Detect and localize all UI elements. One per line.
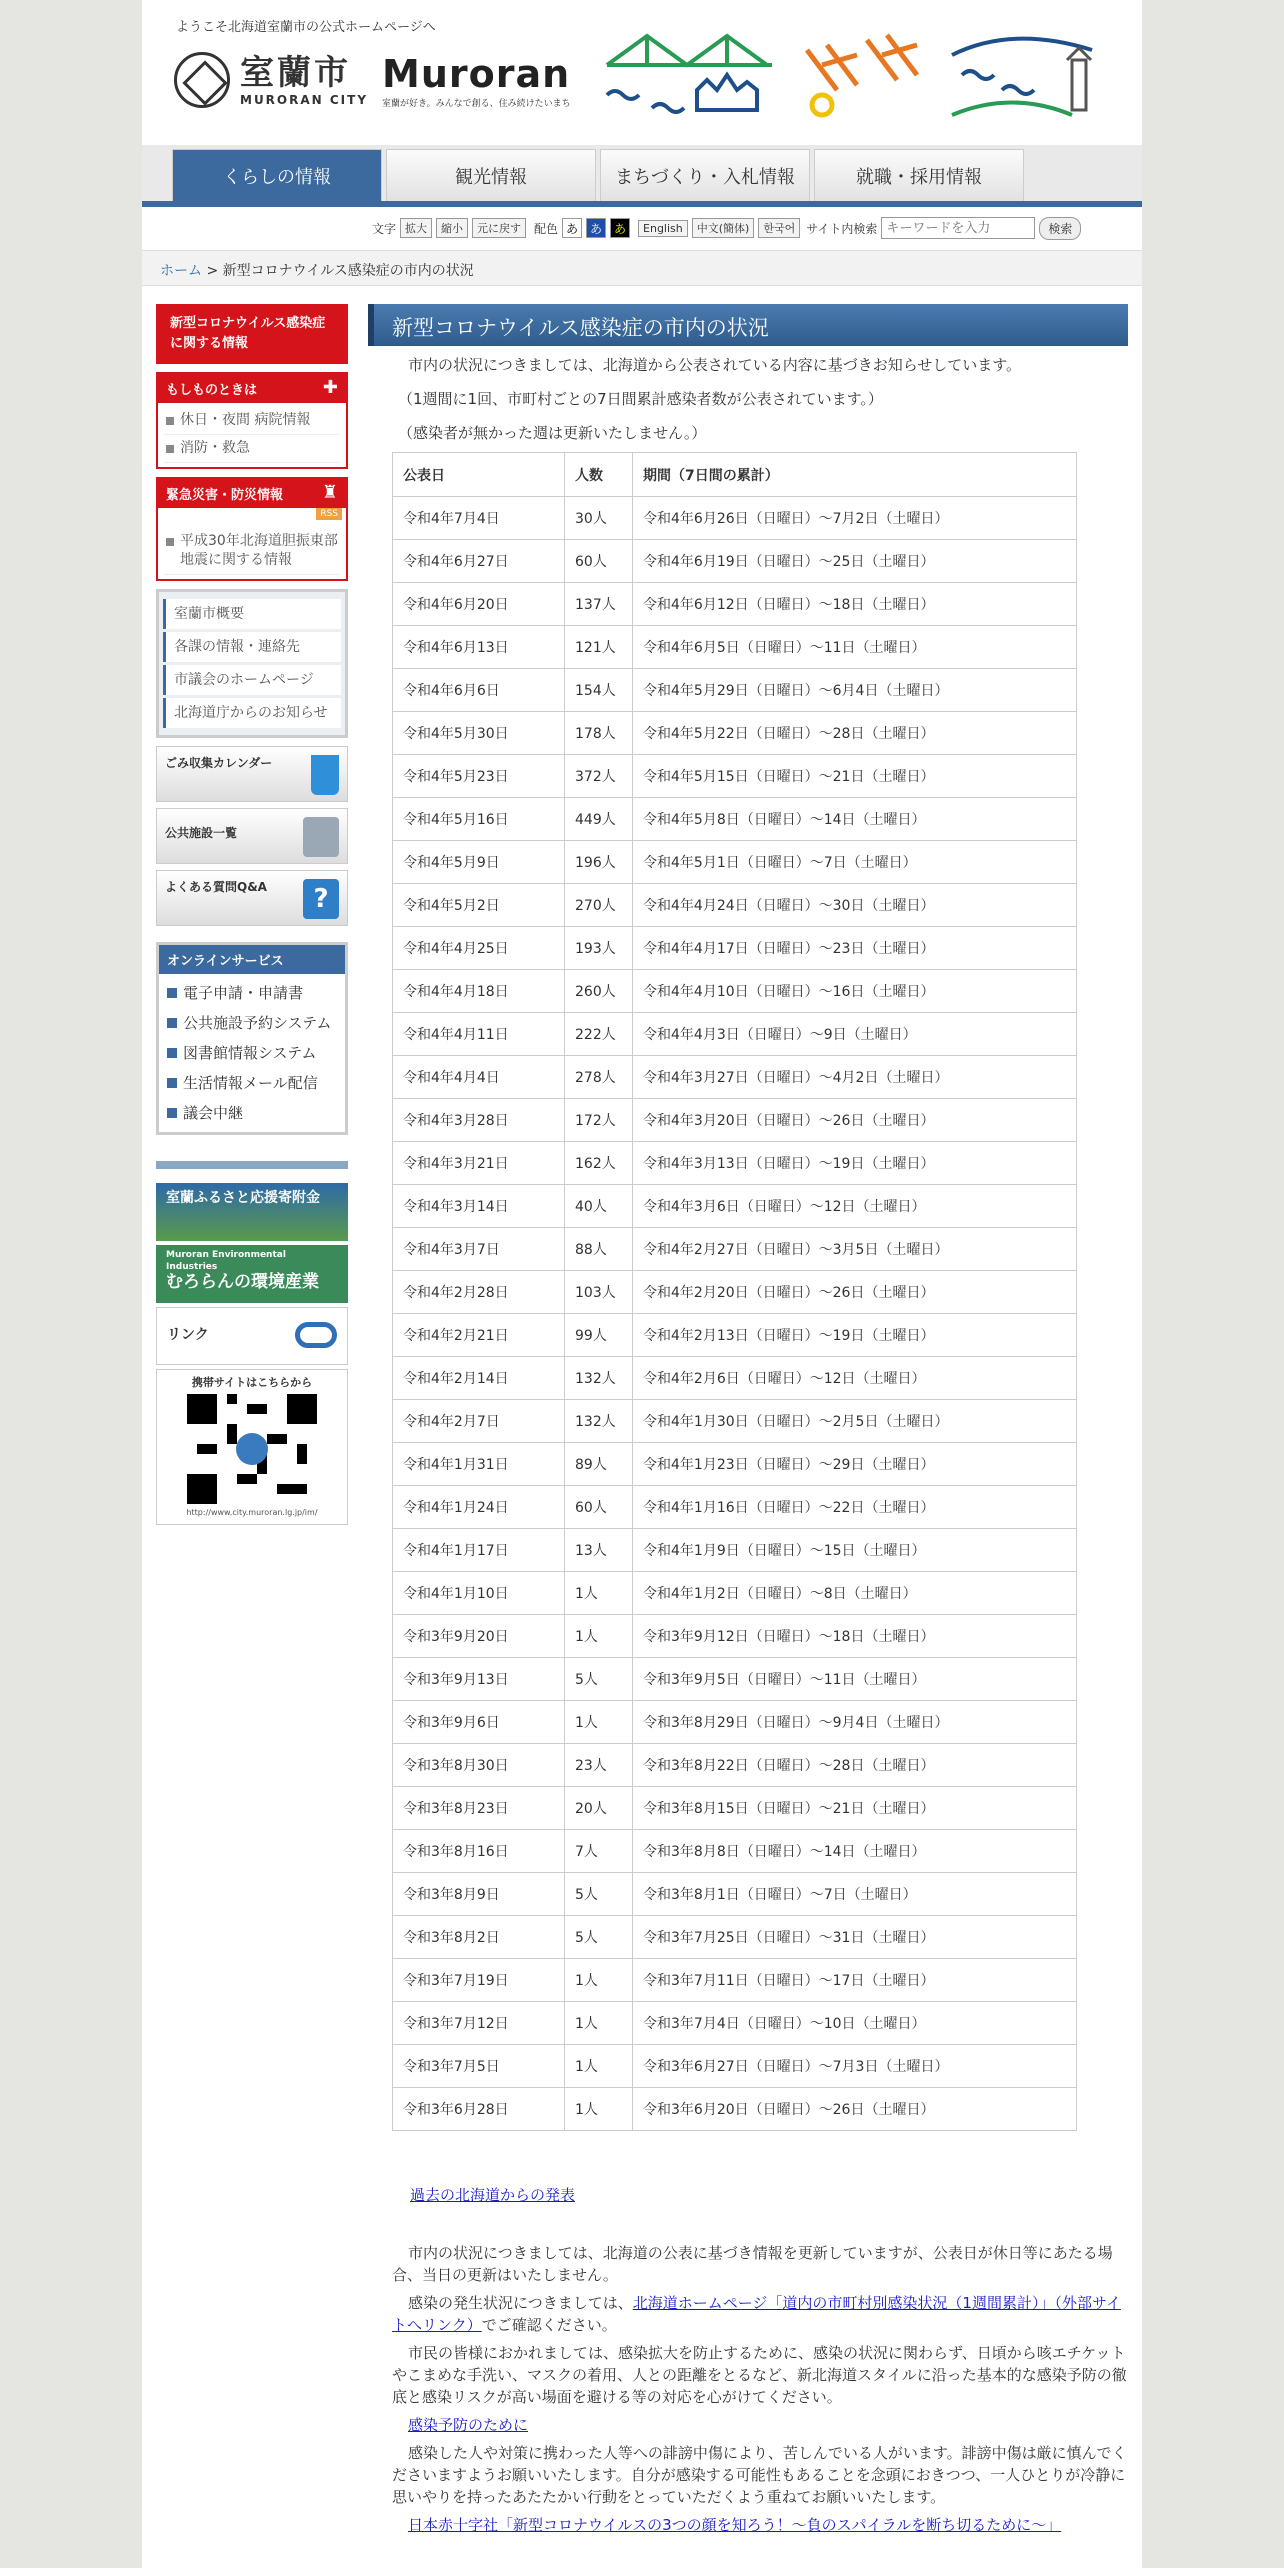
- table-header-row: [393, 453, 1077, 497]
- chinese-button[interactable]: 中文(簡体): [692, 218, 755, 238]
- cell-count: 40人: [565, 1185, 633, 1228]
- table-row: [393, 1400, 1077, 1443]
- text-size-label: 文字: [372, 221, 397, 236]
- column-header-count: 人数: [565, 453, 633, 497]
- table-row: [393, 2088, 1077, 2131]
- note-slander: 感染した人や対策に携わった人等への誹謗中傷により、苦しんでいる人がいます。誹謗中傷は厳に慎んでくださいますようお願いいたします。自分が感染する可能性もあることを念頭におきつつ、一人ひとりが冷静に思いやりを持ったあたたかい行動をとっていただくよう重ねてお願いいたします。: [392, 2444, 1127, 2506]
- table-row: [393, 1916, 1077, 1959]
- cell-period: 令和4年4月10日（日曜日）～16日（土曜日）: [633, 970, 1077, 1013]
- cell-count: 121人: [565, 626, 633, 669]
- cell-period: 令和3年6月27日（日曜日）～7月3日（土曜日）: [633, 2045, 1077, 2088]
- cell-count: 270人: [565, 884, 633, 927]
- table-row: [393, 1314, 1077, 1357]
- cell-date: 令和3年7月12日: [393, 2002, 565, 2045]
- online-services: [156, 942, 348, 1135]
- prevention-link[interactable]: 感染予防のために: [408, 2416, 529, 2434]
- sidebar-item-city-council[interactable]: 市議会のホームページ: [163, 665, 341, 695]
- faq-label: よくある質問Q&A: [165, 880, 267, 894]
- table-row: [393, 712, 1077, 755]
- online-item-mail[interactable]: 生活情報メール配信: [163, 1068, 341, 1098]
- cell-period: 令和4年1月30日（日曜日）～2月5日（土曜日）: [633, 1400, 1077, 1443]
- cell-date: 令和3年9月6日: [393, 1701, 565, 1744]
- cell-date: 令和4年5月23日: [393, 755, 565, 798]
- rss-button[interactable]: RSS: [316, 508, 342, 520]
- cell-count: 260人: [565, 970, 633, 1013]
- cell-period: 令和4年4月17日（日曜日）～23日（土曜日）: [633, 927, 1077, 970]
- table-row: [393, 1615, 1077, 1658]
- garbage-calendar-button[interactable]: [156, 746, 348, 802]
- cell-count: 5人: [565, 1873, 633, 1916]
- sidebar-item-departments[interactable]: 各課の情報・連絡先: [163, 632, 341, 662]
- cell-count: 88人: [565, 1228, 633, 1271]
- english-button[interactable]: English: [638, 220, 688, 237]
- cell-count: 162人: [565, 1142, 633, 1185]
- tab-employment[interactable]: 就職・採用情報: [814, 149, 1024, 201]
- cell-count: 5人: [565, 1658, 633, 1701]
- environment-banner-sub: Muroran Environmental Industries: [166, 1250, 286, 1272]
- column-header-date: 公表日: [393, 453, 565, 497]
- note-update-policy: 市内の状況につきましては、北海道の公表に基づき情報を更新していますが、公表日が休日等にあたる場合、当日の更新はいたしません。: [392, 2244, 1113, 2284]
- cell-date: 令和3年8月2日: [393, 1916, 565, 1959]
- table-row: [393, 583, 1077, 626]
- faq-button[interactable]: [156, 870, 348, 926]
- disaster-panel: [156, 477, 348, 581]
- cell-period: 令和3年6月20日（日曜日）～26日（土曜日）: [633, 2088, 1077, 2131]
- cell-date: 令和4年1月24日: [393, 1486, 565, 1529]
- table-row: [393, 841, 1077, 884]
- siren-icon: ♜: [321, 482, 338, 503]
- cell-period: 令和4年1月2日（日曜日）～8日（土曜日）: [633, 1572, 1077, 1615]
- table-row: [393, 1099, 1077, 1142]
- table-row: [393, 1185, 1077, 1228]
- cell-date: 令和3年8月23日: [393, 1787, 565, 1830]
- city-logo[interactable]: [174, 52, 368, 108]
- emergency-title: もしものときは: [166, 383, 258, 398]
- sidebar-item-fire-ambulance[interactable]: 消防・救急: [164, 435, 340, 463]
- cell-period: 令和4年6月12日（日曜日）～18日（土曜日）: [633, 583, 1077, 626]
- search-button[interactable]: 検索: [1039, 217, 1081, 240]
- cell-period: 令和4年3月20日（日曜日）～26日（土曜日）: [633, 1099, 1077, 1142]
- color-white-button[interactable]: あ: [562, 218, 582, 238]
- main-content: [368, 304, 1128, 2131]
- breadcrumb-separator: >: [202, 263, 223, 279]
- table-row: [393, 1142, 1077, 1185]
- cell-date: 令和4年3月21日: [393, 1142, 565, 1185]
- cell-period: 令和4年1月23日（日曜日）～29日（土曜日）: [633, 1443, 1077, 1486]
- cell-period: 令和4年2月6日（日曜日）～12日（土曜日）: [633, 1357, 1077, 1400]
- table-row: [393, 540, 1077, 583]
- environment-industry-banner[interactable]: [156, 1245, 348, 1303]
- table-row: [393, 1357, 1077, 1400]
- column-header-period: 期間（7日間の累計）: [633, 453, 1077, 497]
- lower-content: [392, 2184, 1128, 2536]
- sidebar-item-earthquake[interactable]: 平成30年北海道胆振東部地震に関する情報: [164, 528, 340, 575]
- hokkaido-status-link[interactable]: 北海道ホームページ「道内の市町村別感染状況（1週間累計）」（外部サイトへリンク）: [392, 2294, 1121, 2334]
- table-row: [393, 1959, 1077, 2002]
- environment-banner-title: むろらんの環境産業: [166, 1272, 319, 1292]
- breadcrumb: [142, 250, 1142, 286]
- table-row: [393, 1443, 1077, 1486]
- cell-count: 99人: [565, 1314, 633, 1357]
- cell-period: 令和3年8月8日（日曜日）～14日（土曜日）: [633, 1830, 1077, 1873]
- table-row: [393, 755, 1077, 798]
- cell-period: 令和4年3月6日（日曜日）～12日（土曜日）: [633, 1185, 1077, 1228]
- emergency-panel: [156, 372, 348, 469]
- table-row: [393, 1744, 1077, 1787]
- cell-date: 令和3年6月28日: [393, 2088, 565, 2131]
- covid-info-button[interactable]: 新型コロナウイルス感染症に関する情報: [156, 304, 348, 364]
- cell-count: 196人: [565, 841, 633, 884]
- mobile-site-label: 携帯サイトはこちらから: [191, 1376, 313, 1389]
- cell-count: 137人: [565, 583, 633, 626]
- site-search-label: サイト内検索: [806, 221, 878, 236]
- cell-count: 30人: [565, 497, 633, 540]
- brand-logo: [382, 52, 571, 109]
- cell-count: 60人: [565, 540, 633, 583]
- cell-count: 154人: [565, 669, 633, 712]
- cell-count: 23人: [565, 1744, 633, 1787]
- cell-count: 1人: [565, 1701, 633, 1744]
- table-row: [393, 798, 1077, 841]
- table-row: [393, 626, 1077, 669]
- tab-tourism[interactable]: 観光情報: [386, 149, 596, 201]
- cell-period: 令和3年9月5日（日曜日）～11日（土曜日）: [633, 1658, 1077, 1701]
- table-row: [393, 1873, 1077, 1916]
- cell-date: 令和4年6月20日: [393, 583, 565, 626]
- mobile-site-panel: [156, 1369, 348, 1525]
- table-row: [393, 1830, 1077, 1873]
- cell-period: 令和3年7月25日（日曜日）～31日（土曜日）: [633, 1916, 1077, 1959]
- public-facilities-label: 公共施設一覧: [165, 826, 238, 840]
- table-row: [393, 2045, 1077, 2088]
- cell-date: 令和3年9月13日: [393, 1658, 565, 1701]
- sidebar-item-hokkaido-notice[interactable]: 北海道庁からのお知らせ: [163, 698, 341, 728]
- table-row: [393, 2002, 1077, 2045]
- cell-count: 222人: [565, 1013, 633, 1056]
- color-label: 配色: [534, 221, 559, 236]
- cell-date: 令和4年4月18日: [393, 970, 565, 1013]
- cell-count: 5人: [565, 1916, 633, 1959]
- medical-cross-icon: ✚: [322, 377, 338, 398]
- cell-count: 372人: [565, 755, 633, 798]
- cell-date: 令和4年3月14日: [393, 1185, 565, 1228]
- table-row: [393, 1787, 1077, 1830]
- table-row: [393, 1529, 1077, 1572]
- online-services-title: オンラインサービス: [159, 945, 345, 974]
- cell-period: 令和4年5月15日（日曜日）～21日（土曜日）: [633, 755, 1077, 798]
- table-row: [393, 1013, 1077, 1056]
- cell-period: 令和4年4月24日（日曜日）～30日（土曜日）: [633, 884, 1077, 927]
- breadcrumb-current: 新型コロナウイルス感染症の市内の状況: [222, 263, 474, 279]
- cell-count: 13人: [565, 1529, 633, 1572]
- table-row: [393, 1658, 1077, 1701]
- reset-size-button[interactable]: 元に戻す: [472, 218, 526, 238]
- table-row: [393, 1701, 1077, 1744]
- links-banner-label: リンク: [167, 1327, 209, 1343]
- cell-count: 1人: [565, 1959, 633, 2002]
- cell-date: 令和4年5月2日: [393, 884, 565, 927]
- cell-period: 令和4年5月29日（日曜日）～6月4日（土曜日）: [633, 669, 1077, 712]
- links-banner[interactable]: [156, 1307, 348, 1365]
- cell-period: 令和3年8月15日（日曜日）～21日（土曜日）: [633, 1787, 1077, 1830]
- table-body: [393, 497, 1077, 2131]
- tab-living-info[interactable]: くらしの情報: [172, 149, 382, 201]
- table-row: [393, 1228, 1077, 1271]
- cell-date: 令和4年2月21日: [393, 1314, 565, 1357]
- cell-date: 令和4年3月28日: [393, 1099, 565, 1142]
- cell-date: 令和4年1月10日: [393, 1572, 565, 1615]
- cell-count: 1人: [565, 1615, 633, 1658]
- online-item-council-broadcast[interactable]: 議会中継: [163, 1098, 341, 1128]
- cell-count: 89人: [565, 1443, 633, 1486]
- intro-text-2: （1週間に1回、市町村ごとの7日間累計感染者数が公表されています。）: [398, 390, 883, 408]
- cell-period: 令和4年4月3日（日曜日）～9日（土曜日）: [633, 1013, 1077, 1056]
- header-illustration: [602, 30, 1132, 125]
- disaster-title: 緊急災害・防災情報: [166, 488, 284, 503]
- public-facilities-button[interactable]: [156, 808, 348, 864]
- mobile-site-url: http://www.city.muroran.lg.jp/im/: [186, 1508, 318, 1517]
- cell-date: 令和3年9月20日: [393, 1615, 565, 1658]
- cell-date: 令和4年6月6日: [393, 669, 565, 712]
- note-status-pre: 感染の発生状況につきましては、: [408, 2294, 633, 2312]
- korean-button[interactable]: 한국어: [758, 218, 800, 238]
- table-row: [393, 1056, 1077, 1099]
- cell-count: 132人: [565, 1400, 633, 1443]
- note-status-check: [392, 2292, 1128, 2336]
- cell-count: 1人: [565, 2088, 633, 2131]
- sidebar-links: [156, 589, 348, 738]
- cell-date: 令和4年5月30日: [393, 712, 565, 755]
- cell-period: 令和4年6月26日（日曜日）～7月2日（土曜日）: [633, 497, 1077, 540]
- cell-period: 令和4年3月13日（日曜日）～19日（土曜日）: [633, 1142, 1077, 1185]
- cell-count: 1人: [565, 2002, 633, 2045]
- note-prevention: 市民の皆様におかれましては、感染拡大を防止するために、感染の状況に関わらず、日頃から咳エチケットやこまめな手洗い、マスクの着用、人との距離をとるなど、新北海道スタイルに沿った基本的な感染予防の徹底と感染リスクが高い場面を避ける等の対応を心がけてください。: [392, 2344, 1127, 2406]
- cell-date: 令和4年6月27日: [393, 540, 565, 583]
- cell-date: 令和3年8月16日: [393, 1830, 565, 1873]
- cell-date: 令和4年7月4日: [393, 497, 565, 540]
- cell-date: 令和3年8月30日: [393, 1744, 565, 1787]
- redcross-link-wrap: [408, 2514, 1128, 2536]
- tab-town-planning[interactable]: まちづくり・入札情報: [600, 149, 810, 201]
- intro-text-3: （感染者が無かった週は更新いたしません。）: [398, 424, 707, 442]
- main-nav: [142, 145, 1142, 207]
- cell-count: 20人: [565, 1787, 633, 1830]
- table-row: [393, 884, 1077, 927]
- cell-count: 132人: [565, 1357, 633, 1400]
- infection-table: [392, 452, 1077, 2131]
- cell-period: 令和3年8月29日（日曜日）～9月4日（土曜日）: [633, 1701, 1077, 1744]
- cell-date: 令和3年7月5日: [393, 2045, 565, 2088]
- slogan: 室蘭が好き。みんなで創る、住み続けたいまち: [382, 99, 571, 109]
- cell-count: 449人: [565, 798, 633, 841]
- cell-period: 令和4年1月16日（日曜日）～22日（土曜日）: [633, 1486, 1077, 1529]
- cell-period: 令和4年2月13日（日曜日）～19日（土曜日）: [633, 1314, 1077, 1357]
- table-row: [393, 927, 1077, 970]
- hometown-donation-banner[interactable]: 室蘭ふるさと応援寄附金: [156, 1183, 348, 1241]
- sidebar-item-holiday-hospital[interactable]: 休日・夜間 病院情報: [164, 407, 340, 435]
- building-icon: [303, 817, 339, 857]
- page: [142, 0, 1142, 2568]
- search-input[interactable]: [881, 217, 1035, 239]
- table-row: [393, 1271, 1077, 1314]
- table-row: [393, 497, 1077, 540]
- cell-date: 令和4年2月14日: [393, 1357, 565, 1400]
- cell-count: 172人: [565, 1099, 633, 1142]
- cell-period: 令和4年2月27日（日曜日）～3月5日（土曜日）: [633, 1228, 1077, 1271]
- city-emblem-icon: [174, 52, 230, 108]
- garbage-calendar-label: ごみ収集カレンダー: [165, 756, 273, 770]
- enlarge-button[interactable]: 拡大: [400, 218, 432, 238]
- cell-date: 令和4年6月13日: [393, 626, 565, 669]
- cell-period: 令和4年6月19日（日曜日）～25日（土曜日）: [633, 540, 1077, 583]
- cell-period: 令和4年1月9日（日曜日）～15日（土曜日）: [633, 1529, 1077, 1572]
- cell-count: 103人: [565, 1271, 633, 1314]
- cell-period: 令和3年7月11日（日曜日）～17日（土曜日）: [633, 1959, 1077, 2002]
- cell-count: 1人: [565, 2045, 633, 2088]
- table-row: [393, 970, 1077, 1013]
- cell-date: 令和4年1月31日: [393, 1443, 565, 1486]
- accessibility-toolbar: [372, 216, 1081, 240]
- cell-date: 令和4年3月7日: [393, 1228, 565, 1271]
- question-mark-icon: ?: [303, 879, 339, 919]
- redcross-link[interactable]: 日本赤十字社「新型コロナウイルスの3つの顔を知ろう！～負のスパイラルを断ち切るために～」: [408, 2516, 1062, 2534]
- cell-period: 令和4年3月27日（日曜日）～4月2日（土曜日）: [633, 1056, 1077, 1099]
- cell-count: 7人: [565, 1830, 633, 1873]
- qr-code-icon[interactable]: [187, 1394, 317, 1504]
- table-row: [393, 1486, 1077, 1529]
- cell-period: 令和4年5月8日（日曜日）～14日（土曜日）: [633, 798, 1077, 841]
- city-name-kanji: 室蘭市: [240, 53, 351, 93]
- cell-period: 令和4年6月5日（日曜日）～11日（土曜日）: [633, 626, 1077, 669]
- brand-word: Muroran: [382, 52, 571, 96]
- cell-count: 1人: [565, 1572, 633, 1615]
- cell-period: 令和4年5月1日（日曜日）～7日（土曜日）: [633, 841, 1077, 884]
- cell-count: 60人: [565, 1486, 633, 1529]
- page-title: 新型コロナウイルス感染症の市内の状況: [368, 304, 1128, 346]
- prevention-link-wrap: [408, 2414, 1128, 2436]
- cell-date: 令和3年7月19日: [393, 1959, 565, 2002]
- cell-count: 193人: [565, 927, 633, 970]
- sidebar: [156, 304, 348, 1525]
- color-blue-button[interactable]: あ: [586, 218, 606, 238]
- city-name-english: MURORAN CITY: [240, 93, 369, 107]
- online-item-e-application[interactable]: 電子申請・申請書: [163, 978, 341, 1008]
- cell-period: 令和4年5月22日（日曜日）～28日（土曜日）: [633, 712, 1077, 755]
- cell-count: 178人: [565, 712, 633, 755]
- cell-period: 令和4年2月20日（日曜日）～26日（土曜日）: [633, 1271, 1077, 1314]
- cell-date: 令和4年4月25日: [393, 927, 565, 970]
- sidebar-item-overview[interactable]: 室蘭市概要: [163, 599, 341, 629]
- cell-count: 278人: [565, 1056, 633, 1099]
- past-announcements-link[interactable]: 過去の北海道からの発表: [410, 2186, 576, 2204]
- cell-date: 令和4年1月17日: [393, 1529, 565, 1572]
- banner-divider: [156, 1161, 348, 1169]
- cell-date: 令和4年4月4日: [393, 1056, 565, 1099]
- intro-text-1: 市内の状況につきましては、北海道から公表されている内容に基づきお知らせしています。: [408, 356, 1022, 374]
- chain-link-icon: [295, 1322, 337, 1348]
- cell-period: 令和3年7月4日（日曜日）～10日（土曜日）: [633, 2002, 1077, 2045]
- cell-date: 令和4年5月16日: [393, 798, 565, 841]
- table-row: [393, 669, 1077, 712]
- table-row: [393, 1572, 1077, 1615]
- cell-period: 令和3年8月22日（日曜日）～28日（土曜日）: [633, 1744, 1077, 1787]
- online-item-library[interactable]: 図書館情報システム: [163, 1038, 341, 1068]
- cell-date: 令和3年8月9日: [393, 1873, 565, 1916]
- note-status-post: でご確認ください。: [481, 2316, 617, 2334]
- breadcrumb-home-link[interactable]: ホーム: [160, 263, 202, 279]
- cell-date: 令和4年2月7日: [393, 1400, 565, 1443]
- online-item-facility-reservation[interactable]: 公共施設予約システム: [163, 1008, 341, 1038]
- cell-date: 令和4年4月11日: [393, 1013, 565, 1056]
- cell-date: 令和4年2月28日: [393, 1271, 565, 1314]
- color-black-button[interactable]: あ: [610, 218, 630, 238]
- trash-can-icon: [311, 755, 339, 795]
- cell-period: 令和3年8月1日（日曜日）～7日（土曜日）: [633, 1873, 1077, 1916]
- shrink-button[interactable]: 縮小: [436, 218, 468, 238]
- cell-date: 令和4年5月9日: [393, 841, 565, 884]
- welcome-text: ようこそ北海道室蘭市の公式ホームページへ: [176, 20, 436, 35]
- cell-period: 令和3年9月12日（日曜日）～18日（土曜日）: [633, 1615, 1077, 1658]
